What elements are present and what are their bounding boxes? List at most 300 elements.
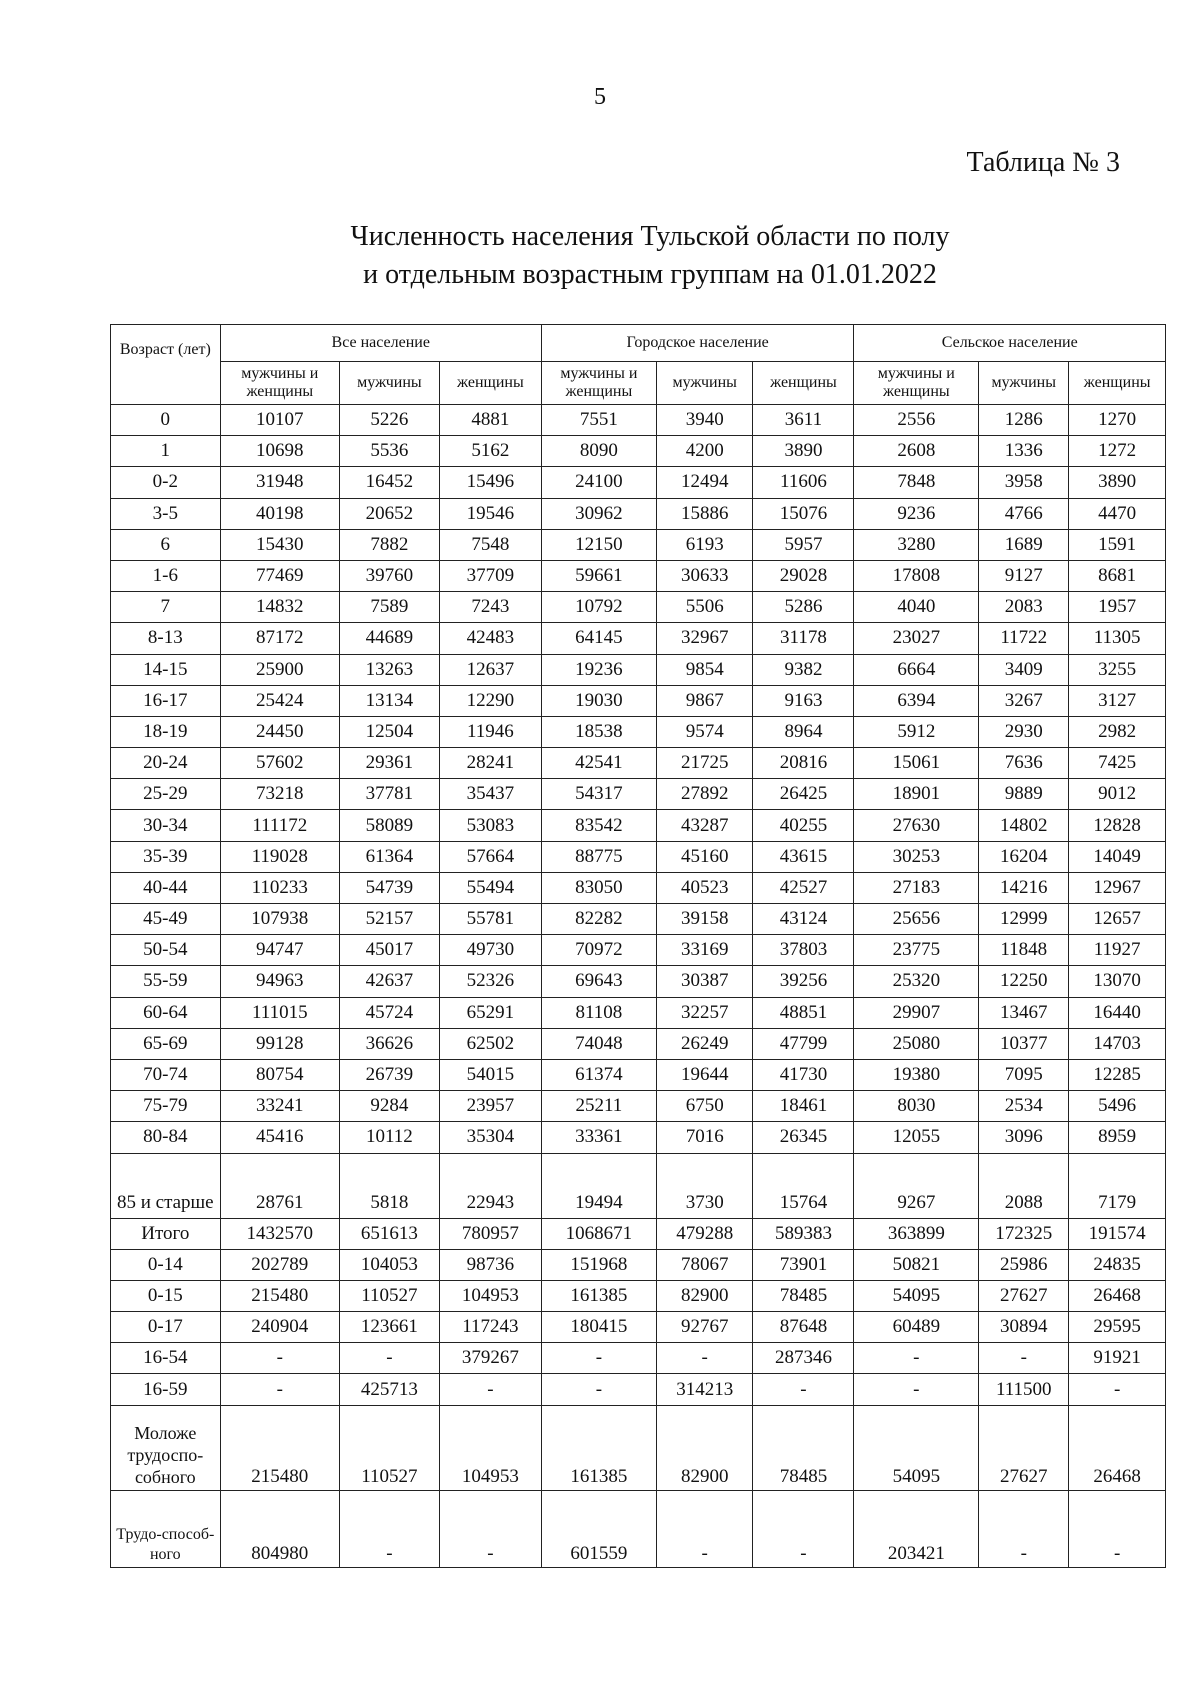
value-cell: 5506 (656, 592, 753, 623)
value-cell: 7095 (979, 1059, 1069, 1090)
value-cell: 32257 (656, 997, 753, 1028)
value-cell: 1068671 (541, 1218, 656, 1249)
table-row (111, 872, 1166, 903)
value-cell: 14049 (1069, 841, 1166, 872)
age-cell: 0-14 (111, 1249, 221, 1280)
age-column-header: Возраст (лет) (111, 325, 221, 405)
value-cell: 25211 (541, 1091, 656, 1122)
value-cell: 589383 (753, 1218, 854, 1249)
value-cell: 111172 (220, 810, 339, 841)
value-cell: 10107 (220, 405, 339, 436)
table-body (111, 405, 1166, 1568)
value-cell: 425713 (339, 1374, 439, 1405)
age-cell: 0-17 (111, 1312, 221, 1343)
value-cell: 29361 (339, 748, 439, 779)
value-cell: 45017 (339, 935, 439, 966)
value-cell: - (656, 1490, 753, 1567)
value-cell: 1689 (979, 529, 1069, 560)
value-cell: 11722 (979, 623, 1069, 654)
value-cell: 45724 (339, 997, 439, 1028)
value-cell: 7882 (339, 529, 439, 560)
title-line-2: и отдельным возрастным группам на 01.01.2022 (363, 259, 937, 290)
value-cell: 25986 (979, 1249, 1069, 1280)
value-cell: 6394 (854, 685, 979, 716)
table-row (111, 935, 1166, 966)
value-cell: 3280 (854, 529, 979, 560)
value-cell: 25320 (854, 966, 979, 997)
value-cell: 4766 (979, 498, 1069, 529)
value-cell: 77469 (220, 560, 339, 591)
value-cell: 12999 (979, 904, 1069, 935)
value-cell: 49730 (439, 935, 541, 966)
age-cell: 1 (111, 436, 221, 467)
value-cell: 69643 (541, 966, 656, 997)
table-row (111, 1028, 1166, 1059)
value-cell: 191574 (1069, 1218, 1166, 1249)
value-cell: 15886 (656, 498, 753, 529)
value-cell: - (979, 1490, 1069, 1567)
value-cell: 2088 (979, 1153, 1069, 1218)
age-cell: 14-15 (111, 654, 221, 685)
value-cell: 16204 (979, 841, 1069, 872)
value-cell: 40523 (656, 872, 753, 903)
value-cell: 12290 (439, 685, 541, 716)
value-cell: 2083 (979, 592, 1069, 623)
value-cell: 81108 (541, 997, 656, 1028)
value-cell: 54739 (339, 872, 439, 903)
value-cell: - (979, 1343, 1069, 1374)
value-cell: - (439, 1490, 541, 1567)
value-cell: 87172 (220, 623, 339, 654)
value-cell: 4200 (656, 436, 753, 467)
value-cell: 18461 (753, 1091, 854, 1122)
value-cell: 119028 (220, 841, 339, 872)
title-line-1: Численность населения Тульской области по полу (350, 221, 950, 252)
value-cell: 5286 (753, 592, 854, 623)
value-cell: - (541, 1343, 656, 1374)
value-cell: 29907 (854, 997, 979, 1028)
value-cell: 26739 (339, 1059, 439, 1090)
age-cell: 65-69 (111, 1028, 221, 1059)
age-cell: 35-39 (111, 841, 221, 872)
value-cell: 36626 (339, 1028, 439, 1059)
value-cell: 45160 (656, 841, 753, 872)
value-cell: 19644 (656, 1059, 753, 1090)
table-row (111, 1490, 1166, 1567)
value-cell: 117243 (439, 1312, 541, 1343)
value-cell: 42483 (439, 623, 541, 654)
age-cell: 20-24 (111, 748, 221, 779)
value-cell: 37709 (439, 560, 541, 591)
subheader-men: мужчины (339, 362, 439, 405)
value-cell: 11927 (1069, 935, 1166, 966)
value-cell: 215480 (220, 1280, 339, 1311)
value-cell: 12967 (1069, 872, 1166, 903)
value-cell: 17808 (854, 560, 979, 591)
value-cell: 26425 (753, 779, 854, 810)
value-cell: 15496 (439, 467, 541, 498)
value-cell: 9012 (1069, 779, 1166, 810)
value-cell: 26468 (1069, 1280, 1166, 1311)
value-cell: 61364 (339, 841, 439, 872)
value-cell: 15076 (753, 498, 854, 529)
value-cell: 52326 (439, 966, 541, 997)
value-cell: 54095 (854, 1405, 979, 1490)
value-cell: 43615 (753, 841, 854, 872)
value-cell: 151968 (541, 1249, 656, 1280)
value-cell: 6193 (656, 529, 753, 560)
population-table (110, 324, 1166, 1568)
value-cell: 11848 (979, 935, 1069, 966)
value-cell: 11606 (753, 467, 854, 498)
value-cell: 1336 (979, 436, 1069, 467)
subheader-total: мужчины и женщины (220, 362, 339, 405)
value-cell: 35304 (439, 1122, 541, 1153)
value-cell: 27630 (854, 810, 979, 841)
table-row (111, 997, 1166, 1028)
age-cell: 75-79 (111, 1091, 221, 1122)
value-cell: 20816 (753, 748, 854, 779)
value-cell: 94747 (220, 935, 339, 966)
value-cell: 57664 (439, 841, 541, 872)
age-cell: 45-49 (111, 904, 221, 935)
value-cell: 65291 (439, 997, 541, 1028)
value-cell: 35437 (439, 779, 541, 810)
value-cell: 9236 (854, 498, 979, 529)
table-row (111, 1405, 1166, 1490)
value-cell: 104953 (439, 1280, 541, 1311)
value-cell: 83050 (541, 872, 656, 903)
table-row (111, 436, 1166, 467)
value-cell: 78485 (753, 1405, 854, 1490)
value-cell: 5912 (854, 716, 979, 747)
value-cell: 54015 (439, 1059, 541, 1090)
value-cell: 3611 (753, 405, 854, 436)
value-cell: 78067 (656, 1249, 753, 1280)
subheader-women: женщины (753, 362, 854, 405)
value-cell: 3730 (656, 1153, 753, 1218)
value-cell: 14802 (979, 810, 1069, 841)
value-cell: 215480 (220, 1405, 339, 1490)
value-cell: 203421 (854, 1490, 979, 1567)
value-cell: 8959 (1069, 1122, 1166, 1153)
value-cell: - (753, 1374, 854, 1405)
value-cell: 379267 (439, 1343, 541, 1374)
table-row (111, 841, 1166, 872)
value-cell: 9867 (656, 685, 753, 716)
value-cell: 82282 (541, 904, 656, 935)
value-cell: 111500 (979, 1374, 1069, 1405)
table-row (111, 1249, 1166, 1280)
value-cell: 15764 (753, 1153, 854, 1218)
value-cell: 2556 (854, 405, 979, 436)
age-cell: Итого (111, 1218, 221, 1249)
value-cell: 39760 (339, 560, 439, 591)
value-cell: 3096 (979, 1122, 1069, 1153)
value-cell: 8090 (541, 436, 656, 467)
value-cell: 4040 (854, 592, 979, 623)
value-cell: 6750 (656, 1091, 753, 1122)
value-cell: 161385 (541, 1280, 656, 1311)
value-cell: 14216 (979, 872, 1069, 903)
age-cell: 18-19 (111, 716, 221, 747)
value-cell: 57602 (220, 748, 339, 779)
value-cell: 30894 (979, 1312, 1069, 1343)
value-cell: 110527 (339, 1280, 439, 1311)
value-cell: 82900 (656, 1405, 753, 1490)
value-cell: 83542 (541, 810, 656, 841)
subheader-men: мужчины (656, 362, 753, 405)
value-cell: 9854 (656, 654, 753, 685)
value-cell: 601559 (541, 1490, 656, 1567)
table-row (111, 748, 1166, 779)
value-cell: - (439, 1374, 541, 1405)
value-cell: 26249 (656, 1028, 753, 1059)
value-cell: 12504 (339, 716, 439, 747)
age-cell: 1-6 (111, 560, 221, 591)
value-cell: 14703 (1069, 1028, 1166, 1059)
value-cell: 30253 (854, 841, 979, 872)
age-cell: 50-54 (111, 935, 221, 966)
value-cell: 42541 (541, 748, 656, 779)
value-cell: 14832 (220, 592, 339, 623)
value-cell: 80754 (220, 1059, 339, 1090)
value-cell: 64145 (541, 623, 656, 654)
value-cell: - (854, 1374, 979, 1405)
value-cell: 9127 (979, 560, 1069, 591)
value-cell: 314213 (656, 1374, 753, 1405)
value-cell: 33169 (656, 935, 753, 966)
value-cell: 28761 (220, 1153, 339, 1218)
value-cell: 25656 (854, 904, 979, 935)
value-cell: 27183 (854, 872, 979, 903)
value-cell: 92767 (656, 1312, 753, 1343)
table-row (111, 623, 1166, 654)
value-cell: 70972 (541, 935, 656, 966)
age-cell: 0-15 (111, 1280, 221, 1311)
table-row (111, 1059, 1166, 1090)
value-cell: 10792 (541, 592, 656, 623)
value-cell: 23027 (854, 623, 979, 654)
value-cell: 19030 (541, 685, 656, 716)
value-cell: 6664 (854, 654, 979, 685)
value-cell: 13134 (339, 685, 439, 716)
value-cell: 18538 (541, 716, 656, 747)
value-cell: 4881 (439, 405, 541, 436)
value-cell: 1957 (1069, 592, 1166, 623)
value-cell: 88775 (541, 841, 656, 872)
value-cell: 2930 (979, 716, 1069, 747)
value-cell: 26345 (753, 1122, 854, 1153)
value-cell: 30633 (656, 560, 753, 591)
value-cell: 10112 (339, 1122, 439, 1153)
subheader-total: мужчины и женщины (541, 362, 656, 405)
value-cell: - (339, 1490, 439, 1567)
value-cell: 10698 (220, 436, 339, 467)
table-row (111, 779, 1166, 810)
age-cell: 3-5 (111, 498, 221, 529)
value-cell: 110527 (339, 1405, 439, 1490)
value-cell: 363899 (854, 1218, 979, 1249)
value-cell: 12055 (854, 1122, 979, 1153)
value-cell: 7548 (439, 529, 541, 560)
value-cell: 33241 (220, 1091, 339, 1122)
group-header-all: Все население (220, 325, 541, 362)
value-cell: 54095 (854, 1280, 979, 1311)
document-title (0, 218, 1200, 294)
table-row (111, 1343, 1166, 1374)
value-cell: 27627 (979, 1405, 1069, 1490)
value-cell: 123661 (339, 1312, 439, 1343)
value-cell: 82900 (656, 1280, 753, 1311)
age-cell: 60-64 (111, 997, 221, 1028)
value-cell: 9284 (339, 1091, 439, 1122)
subheader-women: женщины (1069, 362, 1166, 405)
value-cell: 30962 (541, 498, 656, 529)
value-cell: 1270 (1069, 405, 1166, 436)
value-cell: 58089 (339, 810, 439, 841)
age-cell: 0-2 (111, 467, 221, 498)
value-cell: 13070 (1069, 966, 1166, 997)
value-cell: 16440 (1069, 997, 1166, 1028)
value-cell: 3255 (1069, 654, 1166, 685)
table-row (111, 1122, 1166, 1153)
value-cell: 5818 (339, 1153, 439, 1218)
value-cell: 8681 (1069, 560, 1166, 591)
value-cell: 2608 (854, 436, 979, 467)
age-cell: 25-29 (111, 779, 221, 810)
group-header-rural: Сельское население (854, 325, 1166, 362)
table-row (111, 498, 1166, 529)
age-cell: 85 и старше (111, 1153, 221, 1218)
value-cell: 5226 (339, 405, 439, 436)
value-cell: 804980 (220, 1490, 339, 1567)
value-cell: 12250 (979, 966, 1069, 997)
age-cell: 7 (111, 592, 221, 623)
table-row (111, 529, 1166, 560)
value-cell: 13467 (979, 997, 1069, 1028)
value-cell: 42637 (339, 966, 439, 997)
value-cell: 15061 (854, 748, 979, 779)
value-cell: 50821 (854, 1249, 979, 1280)
value-cell: - (656, 1343, 753, 1374)
value-cell: - (1069, 1490, 1166, 1567)
group-header-urban: Городское население (541, 325, 854, 362)
value-cell: 180415 (541, 1312, 656, 1343)
value-cell: 10377 (979, 1028, 1069, 1059)
value-cell: 31948 (220, 467, 339, 498)
value-cell: 5496 (1069, 1091, 1166, 1122)
value-cell: 24835 (1069, 1249, 1166, 1280)
value-cell: 73901 (753, 1249, 854, 1280)
value-cell: 3958 (979, 467, 1069, 498)
value-cell: 9163 (753, 685, 854, 716)
value-cell: 41730 (753, 1059, 854, 1090)
table-label: Таблица № 3 (966, 147, 1120, 178)
table-row (111, 1374, 1166, 1405)
value-cell: 20652 (339, 498, 439, 529)
value-cell: 21725 (656, 748, 753, 779)
value-cell: 13263 (339, 654, 439, 685)
value-cell: 26468 (1069, 1405, 1166, 1490)
value-cell: 52157 (339, 904, 439, 935)
value-cell: 161385 (541, 1405, 656, 1490)
value-cell: 60489 (854, 1312, 979, 1343)
value-cell: 3890 (1069, 467, 1166, 498)
value-cell: 61374 (541, 1059, 656, 1090)
table-row (111, 1312, 1166, 1343)
value-cell: - (339, 1343, 439, 1374)
age-cell: 8-13 (111, 623, 221, 654)
value-cell: 37803 (753, 935, 854, 966)
value-cell: - (541, 1374, 656, 1405)
value-cell: 19380 (854, 1059, 979, 1090)
value-cell: 25424 (220, 685, 339, 716)
value-cell: 11946 (439, 716, 541, 747)
value-cell: 1272 (1069, 436, 1166, 467)
age-cell: 6 (111, 529, 221, 560)
value-cell: 43124 (753, 904, 854, 935)
value-cell: 1432570 (220, 1218, 339, 1249)
subheader-men: мужчины (979, 362, 1069, 405)
table-row (111, 1280, 1166, 1311)
value-cell: 651613 (339, 1218, 439, 1249)
value-cell: 94963 (220, 966, 339, 997)
age-cell: 55-59 (111, 966, 221, 997)
value-cell: 2982 (1069, 716, 1166, 747)
value-cell: - (1069, 1374, 1166, 1405)
value-cell: 54317 (541, 779, 656, 810)
value-cell: 107938 (220, 904, 339, 935)
table-row (111, 904, 1166, 935)
value-cell: 9267 (854, 1153, 979, 1218)
subheader-total: мужчины и женщины (854, 362, 979, 405)
value-cell: 43287 (656, 810, 753, 841)
value-cell: 27892 (656, 779, 753, 810)
table-row (111, 467, 1166, 498)
value-cell: - (854, 1343, 979, 1374)
table-row (111, 592, 1166, 623)
value-cell: 19494 (541, 1153, 656, 1218)
value-cell: 3890 (753, 436, 854, 467)
value-cell: 7243 (439, 592, 541, 623)
age-cell: 16-17 (111, 685, 221, 716)
value-cell: 55494 (439, 872, 541, 903)
value-cell: 33361 (541, 1122, 656, 1153)
value-cell: 30387 (656, 966, 753, 997)
table-row (111, 966, 1166, 997)
value-cell: 104053 (339, 1249, 439, 1280)
value-cell: 7589 (339, 592, 439, 623)
subheader-women: женщины (439, 362, 541, 405)
value-cell: 23775 (854, 935, 979, 966)
value-cell: 12637 (439, 654, 541, 685)
value-cell: 5536 (339, 436, 439, 467)
value-cell: 29595 (1069, 1312, 1166, 1343)
value-cell: 111015 (220, 997, 339, 1028)
value-cell: - (753, 1490, 854, 1567)
value-cell: 9574 (656, 716, 753, 747)
age-cell: 16-54 (111, 1343, 221, 1374)
value-cell: 479288 (656, 1218, 753, 1249)
value-cell: 12657 (1069, 904, 1166, 935)
age-cell: Моложе трудоспо-собного (111, 1405, 221, 1490)
table-row (111, 685, 1166, 716)
value-cell: 39256 (753, 966, 854, 997)
value-cell: 12285 (1069, 1059, 1166, 1090)
value-cell: 7016 (656, 1122, 753, 1153)
value-cell: 8964 (753, 716, 854, 747)
